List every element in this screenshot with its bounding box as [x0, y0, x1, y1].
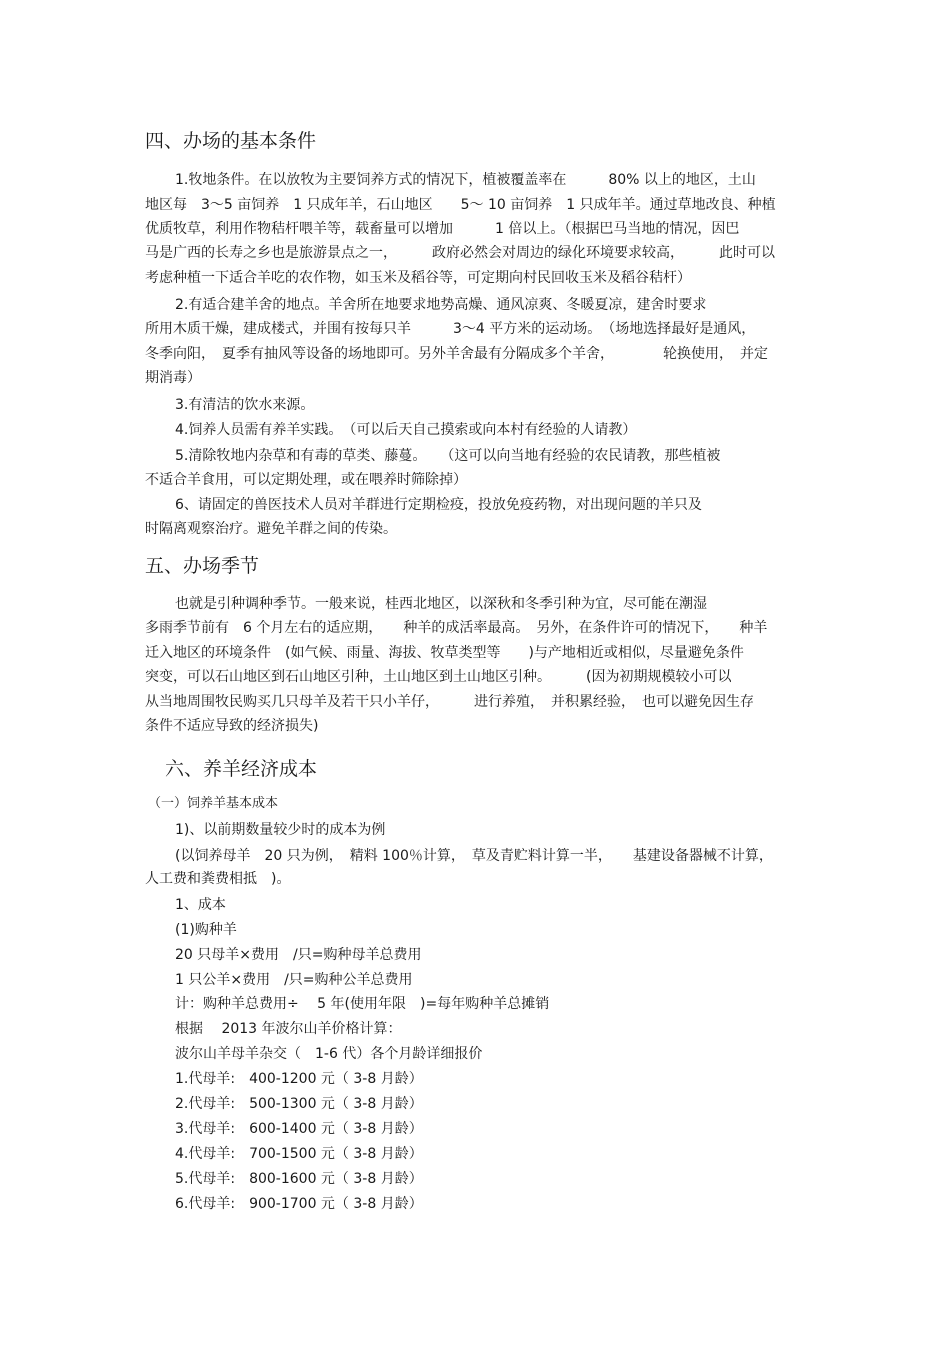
- paragraph-line: 冬季向阳， 夏季有抽风等设备的场地即可。另外羊舍最有分隔成多个羊舍， 轮换使用， 并定: [145, 346, 768, 362]
- price-item: 3.代母羊: 600-1400 元（ 3-8 月龄）: [175, 1121, 423, 1137]
- paragraph-line: 1)、以前期数量较少时的成本为例: [175, 822, 386, 838]
- price-item: 1.代母羊: 400-1200 元（ 3-8 月龄）: [175, 1071, 423, 1087]
- list-item: 1 只公羊×费用 /只=购种公羊总费用: [175, 972, 413, 988]
- price-item: 5.代母羊: 800-1600 元（ 3-8 月龄）: [175, 1171, 423, 1187]
- paragraph-line: 所用木质干燥，建成楼式，并围有按每只羊 3～4 平方米的运动场。 （场地选择最好是通风，: [145, 321, 756, 337]
- section-5-heading: 五、办场季节: [145, 555, 260, 577]
- paragraph-line: 4.饲养人员需有养羊实践。 （可以后天自己摸索或向本村有经验的人请教）: [175, 422, 637, 438]
- section-4-heading: 四、办场的基本条件: [145, 130, 317, 152]
- paragraph-line: 地区每 3～5 亩饲养 1 只成年羊，石山地区 5～ 10 亩饲养 1 只成年羊。通过草地改良、种植: [145, 197, 776, 213]
- list-item: 根据 2013 年波尔山羊价格计算：: [175, 1021, 402, 1037]
- price-item: 2.代母羊: 500-1300 元（ 3-8 月龄）: [175, 1096, 423, 1112]
- section-6-heading: 六、养羊经济成本: [165, 758, 318, 780]
- price-item: 4.代母羊: 700-1500 元（ 3-8 月龄）: [175, 1146, 423, 1162]
- paragraph-line: 从当地周围牧民购买几只母羊及若干只小羊仔， 进行养殖， 并积累经验， 也可以避免因生存: [145, 694, 754, 710]
- paragraph-line: 时隔离观察治疗。避免羊群之间的传染。: [145, 521, 397, 537]
- paragraph-line: 人工费和粪费相抵 )。: [145, 871, 291, 887]
- paragraph-line: 1.牧地条件。在以放牧为主要饲养方式的情况下，植被覆盖率在 80% 以上的地区，土山: [175, 172, 756, 188]
- paragraph-line: 5.清除牧地内杂草和有毒的草类、藤蔓。 （这可以向当地有经验的农民请教，那些植被: [175, 448, 721, 464]
- paragraph-line: 6、请固定的兽医技术人员对羊群进行定期检疫，投放免疫药物，对出现问题的羊只及: [175, 497, 702, 513]
- paragraph-line: 考虑种植一下适合羊吃的农作物，如玉米及稻谷等，可定期向村民回收玉米及稻谷秸杆）: [145, 270, 691, 286]
- paragraph-line: 迁入地区的环境条件 (如气候、雨量、海拔、牧草类型等 )与产地相近或相似，尽量避免条件: [145, 645, 744, 661]
- section-6-subheading: （一）饲养羊基本成本: [148, 796, 279, 811]
- paragraph-line: 突变，可以石山地区到石山地区引种，土山地区到土山地区引种。 (因为初期规模较小可以: [145, 669, 732, 685]
- paragraph-line: 也就是引种调种季节。一般来说，桂西北地区，以深秋和冬季引种为宜，尽可能在潮湿: [175, 596, 707, 612]
- list-item: 波尔山羊母羊杂交（ 1-6 代）各个月龄详细报价: [175, 1046, 483, 1062]
- paragraph-line: (以饲养母羊 20 只为例， 精料 100％计算， 草及青贮料计算一半， 基建设备器械不计算，: [175, 848, 773, 864]
- paragraph-line: 马是广西的长寿之乡也是旅游景点之一， 政府必然会对周边的绿化环境要求较高， 此时可以: [145, 245, 775, 261]
- paragraph-line: 条件不适应导致的经济损失): [145, 718, 319, 734]
- list-item: 20 只母羊×费用 /只=购种母羊总费用: [175, 947, 422, 963]
- price-item: 6.代母羊: 900-1700 元（ 3-8 月龄）: [175, 1196, 423, 1212]
- paragraph-line: 多雨季节前有 6 个月左右的适应期， 种羊的成活率最高。 另外，在条件许可的情况下， 种羊: [145, 620, 768, 636]
- paragraph-line: 期消毒）: [145, 370, 201, 386]
- paragraph-line: 优质牧草，利用作物秸杆喂羊等，载畜量可以增加 1 倍以上。（根据巴马当地的情况，因巴: [145, 221, 740, 237]
- list-item: (1)购种羊: [175, 922, 237, 938]
- list-item: 1、成本: [175, 897, 226, 913]
- paragraph-line: 2.有适合建羊舍的地点。羊舍所在地要求地势高燥、通风凉爽、冬暖夏凉，建舍时要求: [175, 297, 707, 313]
- paragraph-line: 不适合羊食用，可以定期处理，或在喂养时筛除掉）: [145, 472, 467, 488]
- paragraph-line: 3.有清洁的饮水来源。: [175, 397, 315, 413]
- list-item: 计：购种羊总费用÷ 5 年(使用年限 )=每年购种羊总摊销: [175, 996, 550, 1012]
